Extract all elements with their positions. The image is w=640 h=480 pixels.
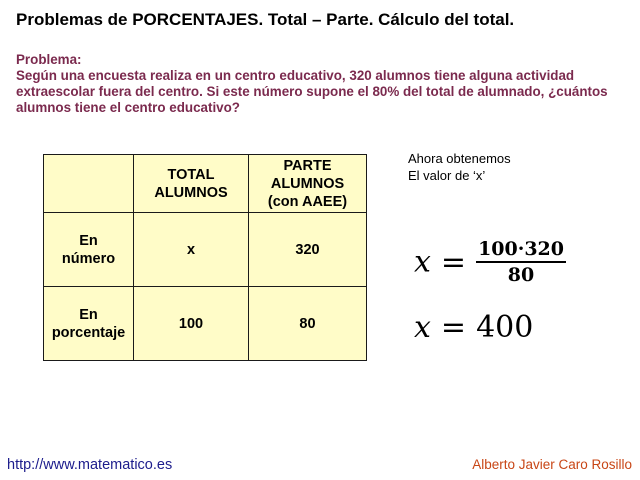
equation-fraction [414, 238, 566, 294]
row-label-text: En porcentaje [51, 306, 126, 341]
header-parte-text: PARTE ALUMNOS (con AAEE) [267, 157, 348, 210]
row-label [44, 287, 134, 361]
note-line-2: El valor de ‘x’ [408, 168, 486, 183]
row-label-text: En número [61, 232, 116, 267]
equation-variable: x [414, 244, 431, 280]
equals-sign: = [440, 310, 467, 345]
header-cell-empty [44, 155, 134, 213]
result-value: 400 [476, 310, 534, 345]
cell-parte: 80 [249, 287, 367, 361]
cell-total: 100 [134, 287, 249, 361]
problem-statement [16, 52, 626, 116]
fraction-numerator: 100·320 [476, 238, 566, 263]
fraction-denominator: 80 [507, 264, 535, 286]
equation-result [414, 310, 533, 345]
problem-label: Problema: [16, 52, 82, 67]
cell-total: x [134, 213, 249, 287]
table-row [44, 213, 367, 287]
equation-variable: x [414, 310, 431, 345]
note-line-1: Ahora obtenemos [408, 151, 511, 166]
header-cell-parte [249, 155, 367, 213]
cell-parte: 320 [249, 213, 367, 287]
header-cell-total [134, 155, 249, 213]
website-link[interactable]: http://www.matematico.es [7, 457, 173, 473]
problem-text: Según una encuesta realiza en un centro educativo, 320 alumnos tiene alguna actividad extraescolar fuera del centro. Si este número supone el 80% del total de alumnado, ¿cuántos alumnos tiene el centro educativo? [16, 68, 608, 115]
fraction [476, 238, 566, 286]
equals-sign: = [440, 244, 467, 280]
table-row [44, 287, 367, 361]
author-name: Alberto Javier Caro Rosillo [472, 457, 632, 472]
header-total-text: TOTAL ALUMNOS [154, 166, 228, 201]
row-label [44, 213, 134, 287]
table-header-row [44, 155, 367, 213]
explanation-note [408, 150, 511, 184]
proportion-table [43, 154, 367, 361]
page-title: Problemas de PORCENTAJES. Total – Parte. Cálculo del total. [16, 10, 515, 29]
